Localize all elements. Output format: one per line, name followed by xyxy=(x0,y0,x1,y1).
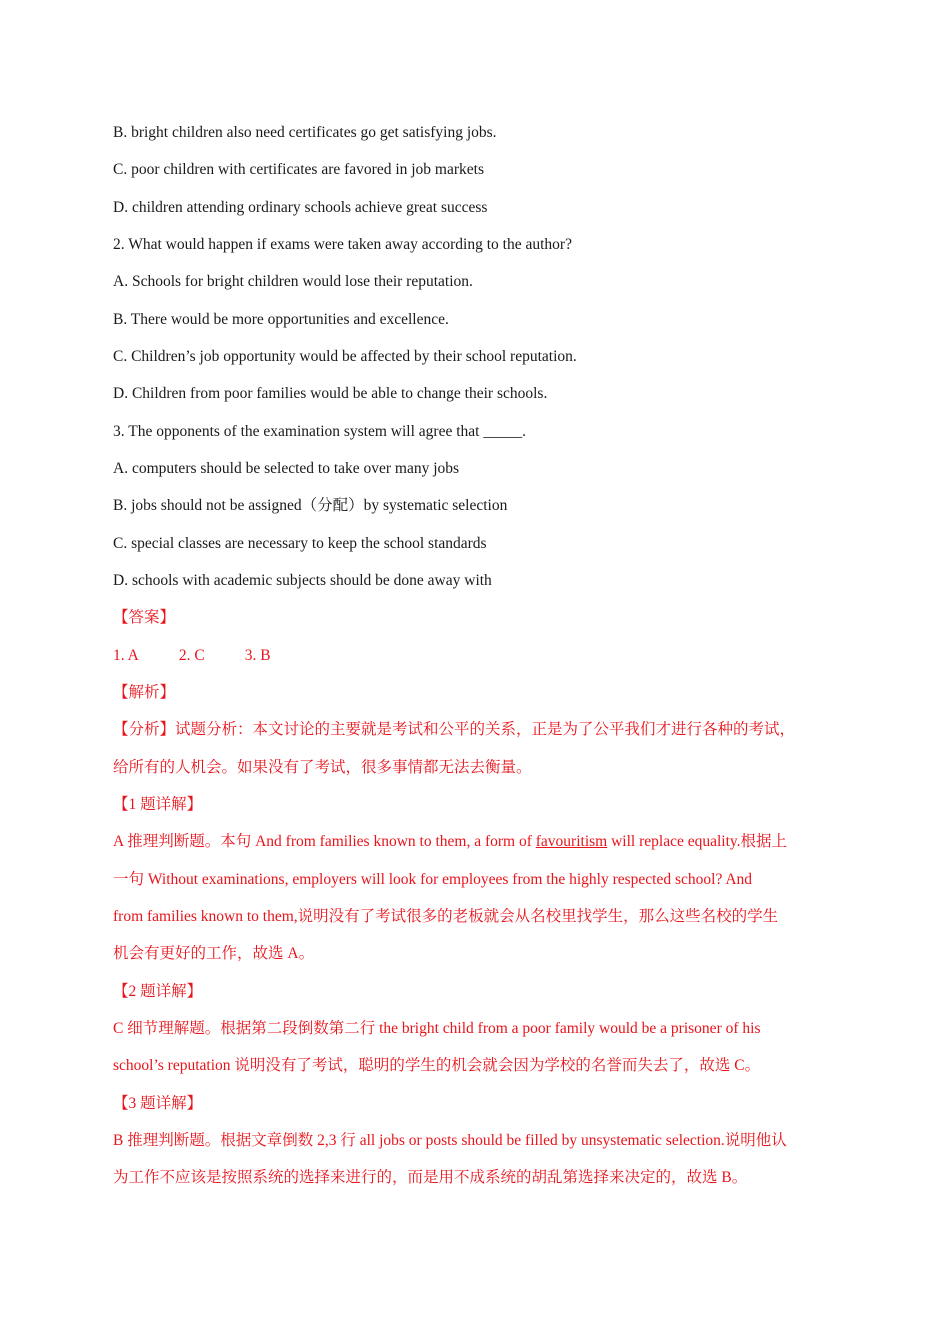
q3-option-c: C. special classes are necessary to keep the school standards xyxy=(113,535,487,552)
answer-1: 1. A xyxy=(113,647,139,664)
detail3-line-1: B 推理判断题。根据文章倒数 2,3 行 all jobs or posts should be filled by unsystematic selection.说明他认 xyxy=(113,1132,787,1149)
q2-stem: 2. What would happen if exams were taken away according to the author? xyxy=(113,236,572,253)
q1-option-d: D. children attending ordinary schools achieve great success xyxy=(113,199,488,216)
detail1-line-1-a: A 推理判断题。本句 And from families known to them, a form of xyxy=(113,833,536,850)
analysis-line-1: 【分析】试题分析：本文讨论的主要就是考试和公平的关系，正是为了公平我们才进行各种的考试， xyxy=(113,721,796,738)
detail3-line-2: 为工作不应该是按照系统的选择来进行的，而是用不成系统的胡乱第选择来决定的，故选 B。 xyxy=(113,1169,748,1186)
detail3-heading: 【3 题详解】 xyxy=(113,1095,203,1112)
detail2-line-1: C 细节理解题。根据第二段倒数第二行 the bright child from a poor family would be a prisoner of his xyxy=(113,1020,761,1037)
analysis-line-2: 给所有的人机会。如果没有了考试，很多事情都无法去衡量。 xyxy=(113,759,532,776)
detail1-line-4: 机会有更好的工作，故选 A。 xyxy=(113,945,315,962)
answer-heading: 【答案】 xyxy=(113,609,176,626)
answer-3: 3. B xyxy=(244,647,271,664)
analysis-heading: 【解析】 xyxy=(113,684,176,701)
favouritism-term: favouritism xyxy=(535,833,608,850)
detail2-heading: 【2 题详解】 xyxy=(113,983,203,1000)
q3-stem: 3. The opponents of the examination system will agree that _____. xyxy=(113,423,526,440)
q2-option-c: C. Children’s job opportunity would be affected by their school reputation. xyxy=(113,348,577,365)
detail1-line-2: 一句 Without examinations, employers will look for employees from the highly respected school? And xyxy=(113,871,753,888)
q3-option-a: A. computers should be selected to take over many jobs xyxy=(113,460,460,477)
q3-option-d: D. schools with academic subjects should be done away with xyxy=(113,572,492,589)
answer-list xyxy=(113,646,843,666)
q1-option-b: B. bright children also need certificates go get satisfying jobs. xyxy=(113,124,497,141)
detail2-line-2: school’s reputation 说明没有了考试，聪明的学生的机会就会因为学校的名誉而失去了，故选 C。 xyxy=(113,1057,761,1074)
q3-option-b: B. jobs should not be assigned（分配）by systematic selection xyxy=(113,497,508,514)
detail1-heading: 【1 题详解】 xyxy=(113,796,203,813)
q1-option-c: C. poor children with certificates are favored in job markets xyxy=(113,161,485,178)
detail1-line-1 xyxy=(113,832,843,852)
q2-option-a: A. Schools for bright children would lose their reputation. xyxy=(113,273,473,290)
answer-2: 2. C xyxy=(178,647,205,664)
detail1-line-3: from families known to them,说明没有了考试很多的老板就会从名校里找学生，那么这些名校的学生 xyxy=(113,908,779,925)
detail1-line-1-b: will replace equality.根据上 xyxy=(607,833,788,850)
q2-option-b: B. There would be more opportunities and excellence. xyxy=(113,311,449,328)
q2-option-d: D. Children from poor families would be able to change their schools. xyxy=(113,385,548,402)
